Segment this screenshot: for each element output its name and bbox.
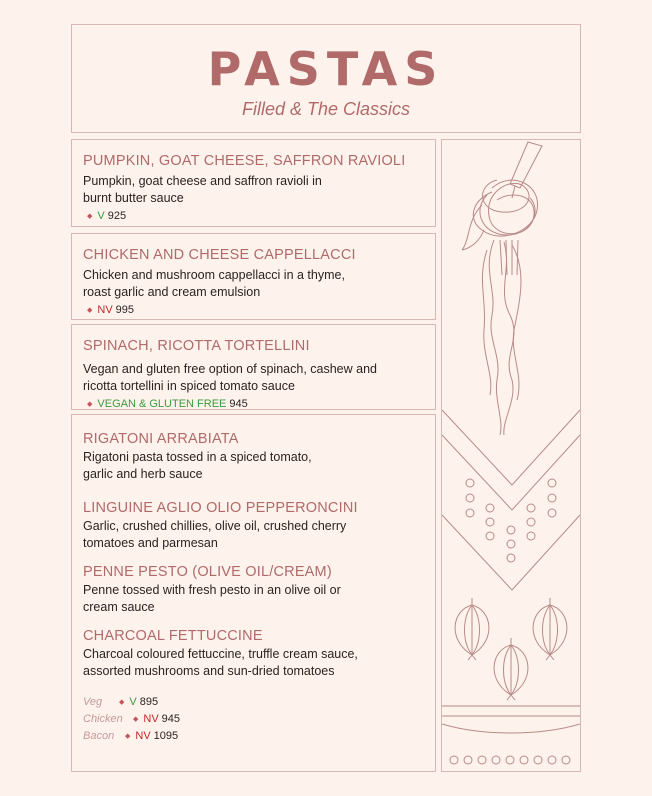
variant-label: Chicken [83,713,123,725]
price: 925 [107,210,127,222]
dish-name: LINGUINE AGLIO OLIO PEPPERONCINI [83,500,358,516]
veg-tag: V [97,210,105,222]
price-row [83,304,424,316]
dish-card-tortellini [71,324,436,410]
dish-description: Rigatoni pasta tossed in a spiced tomato, garlic and herb sauce [83,450,312,481]
classics-card [71,414,436,772]
dish-name: PENNE PESTO (OLIVE OIL/CREAM) [83,564,332,580]
price: 1095 [153,730,179,742]
menu-header [71,24,581,133]
nonveg-tag: NV [143,713,159,725]
diamond-icon: ◆ [133,716,139,723]
diamond-icon: ◆ [125,733,131,740]
classic-item [83,563,424,616]
price: 895 [139,696,159,708]
price: 945 [229,398,248,410]
price: 945 [161,713,181,725]
classic-item [83,627,424,680]
price-row [83,210,424,222]
price: 995 [115,304,135,316]
dish-name: SPINACH, RICOTTA TORTELLINI [83,338,310,354]
diamond-icon: ◆ [87,401,93,408]
diamond-icon: ◆ [87,213,93,220]
page-subtitle: Filled & The Classics [241,99,411,119]
diamond-icon: ◆ [119,699,125,706]
dish-description: Vegan and gluten free option of spinach, cashew and ricotta tortellini in spiced tomato sauce [83,362,377,393]
variant-list [83,694,424,745]
dish-description: Chicken and mushroom cappellacci in a thyme, roast garlic and cream emulsion [83,268,345,299]
dish-name: PUMPKIN, GOAT CHEESE, SAFFRON RAVIOLI [83,153,406,169]
dish-description: Garlic, crushed chillies, olive oil, crushed cherry tomatoes and parmesan [83,519,347,550]
dish-description: Penne tossed with fresh pesto in an olive oil or cream sauce [83,583,341,614]
veg-tag: V [129,696,137,708]
dish-card-cappellacci [71,233,436,320]
page-title: PASTAS [207,42,445,96]
variant-row [83,711,424,728]
nonveg-tag: NV [135,730,151,742]
dish-description: Charcoal coloured fettuccine, truffle cream sauce, assorted mushrooms and sun-dried tomatoes [83,647,358,678]
dish-description: Pumpkin, goat cheese and saffron ravioli in burnt butter sauce [83,174,322,205]
vegan-tag: VEGAN & GLUTEN FREE [97,398,227,410]
variant-row [83,694,424,711]
dish-name: CHARCOAL FETTUCCINE [83,628,263,644]
variant-label: Bacon [83,730,115,742]
variant-label: Veg [83,696,103,708]
dish-name: RIGATONI ARRABIATA [83,431,239,447]
classic-item [83,430,424,483]
price-row [83,398,424,410]
dish-card-ravioli [71,139,436,227]
illustration-panel [441,139,581,772]
nonveg-tag: NV [97,304,113,316]
dish-name: CHICKEN AND CHEESE CAPPELLACCI [83,247,356,263]
diamond-icon: ◆ [87,307,93,314]
classic-item [83,499,424,552]
variant-row [83,728,424,745]
pasta-fork-icon [442,140,580,771]
